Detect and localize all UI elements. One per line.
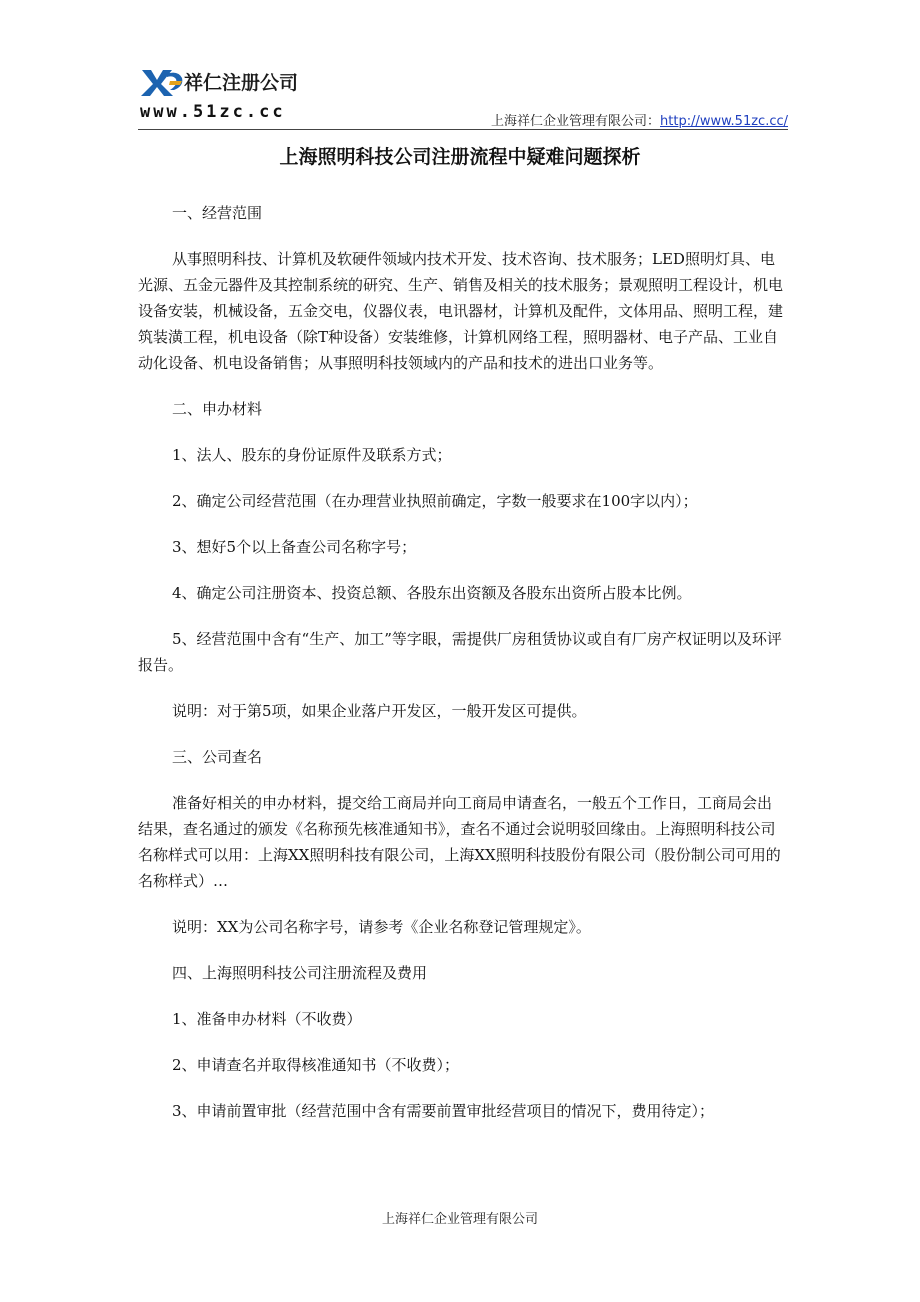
document-body — [138, 200, 784, 1124]
list-item: 3、想好5个以上备查公司名称字号； — [172, 538, 417, 556]
list-item: 5、经营范围中含有“生产、加工”等字眼，需提供厂房租赁协议或自有厂房产权证明以及环评报告。 — [138, 630, 782, 674]
paragraph-scope: 从事照明科技、计算机及软硬件领域内技术开发、技术咨询、技术服务；LED照明灯具、电光源、五金元器件及其控制系统的研究、生产、销售及相关的技术服务；景观照明工程设计，机电设备安装，机械设备，五金交电，仪器仪表，电讯器材，计算机及配件，文体用品、照明工程，建筑装潢工程，机电设备（除T种设备）安装维修，计算机网络工程，照明器材、电子产品、工业自动化设备、机电设备销售；从事照明科技领域内的产品和技术的进出口业务等。 — [138, 250, 784, 372]
header-company-name: 上海祥仁企业管理有限公司： — [491, 114, 661, 129]
logo-name: 祥仁注册公司 — [184, 72, 299, 94]
header-company — [491, 110, 788, 129]
header-website-link[interactable]: http://www.51zc.cc/ — [660, 114, 788, 129]
section-heading-materials: 二、申办材料 — [172, 400, 263, 418]
section-heading-scope: 一、经营范围 — [172, 204, 263, 222]
list-item: 1、法人、股东的身份证原件及联系方式； — [172, 446, 452, 464]
page-footer: 上海祥仁企业管理有限公司 — [381, 1212, 538, 1227]
logo-mark-icon — [140, 68, 184, 98]
logo-url: www.51zc.cc — [140, 102, 286, 122]
note-paragraph: 说明：对于第5项，如果企业落户开发区，一般开发区可提供。 — [172, 702, 587, 720]
page-title: 上海照明科技公司注册流程中疑难问题探析 — [279, 146, 641, 168]
list-item: 2、确定公司经营范围（在办理营业执照前确定，字数一般要求在100字以内）； — [172, 492, 698, 510]
note-paragraph: 说明：XX为公司名称字号，请参考《企业名称登记管理规定》。 — [172, 918, 591, 936]
list-item: 2、申请查名并取得核准通知书（不收费）； — [172, 1056, 460, 1074]
list-item: 3、申请前置审批（经营范围中含有需要前置审批经营项目的情况下，费用待定）； — [172, 1102, 715, 1120]
section-heading-process: 四、上海照明科技公司注册流程及费用 — [172, 964, 428, 982]
company-logo — [138, 66, 328, 126]
header-divider — [138, 129, 788, 130]
page-header — [138, 66, 788, 130]
section-heading-name-check: 三、公司查名 — [172, 748, 263, 766]
paragraph-name-check: 准备好相关的申办材料，提交给工商局并向工商局申请查名，一般五个工作日，工商局会出结果，查名通过的颁发《名称预先核准通知书》，查名不通过会说明驳回缘由。上海照明科技公司名称样式可以用：上海XX照明科技有限公司，上海XX照明科技股份有限公司（股份制公司可用的名称样式）… — [138, 794, 781, 890]
list-item: 1、准备申办材料（不收费） — [172, 1010, 362, 1028]
list-item: 4、确定公司注册资本、投资总额、各股东出资额及各股东出资所占股本比例。 — [172, 584, 692, 602]
